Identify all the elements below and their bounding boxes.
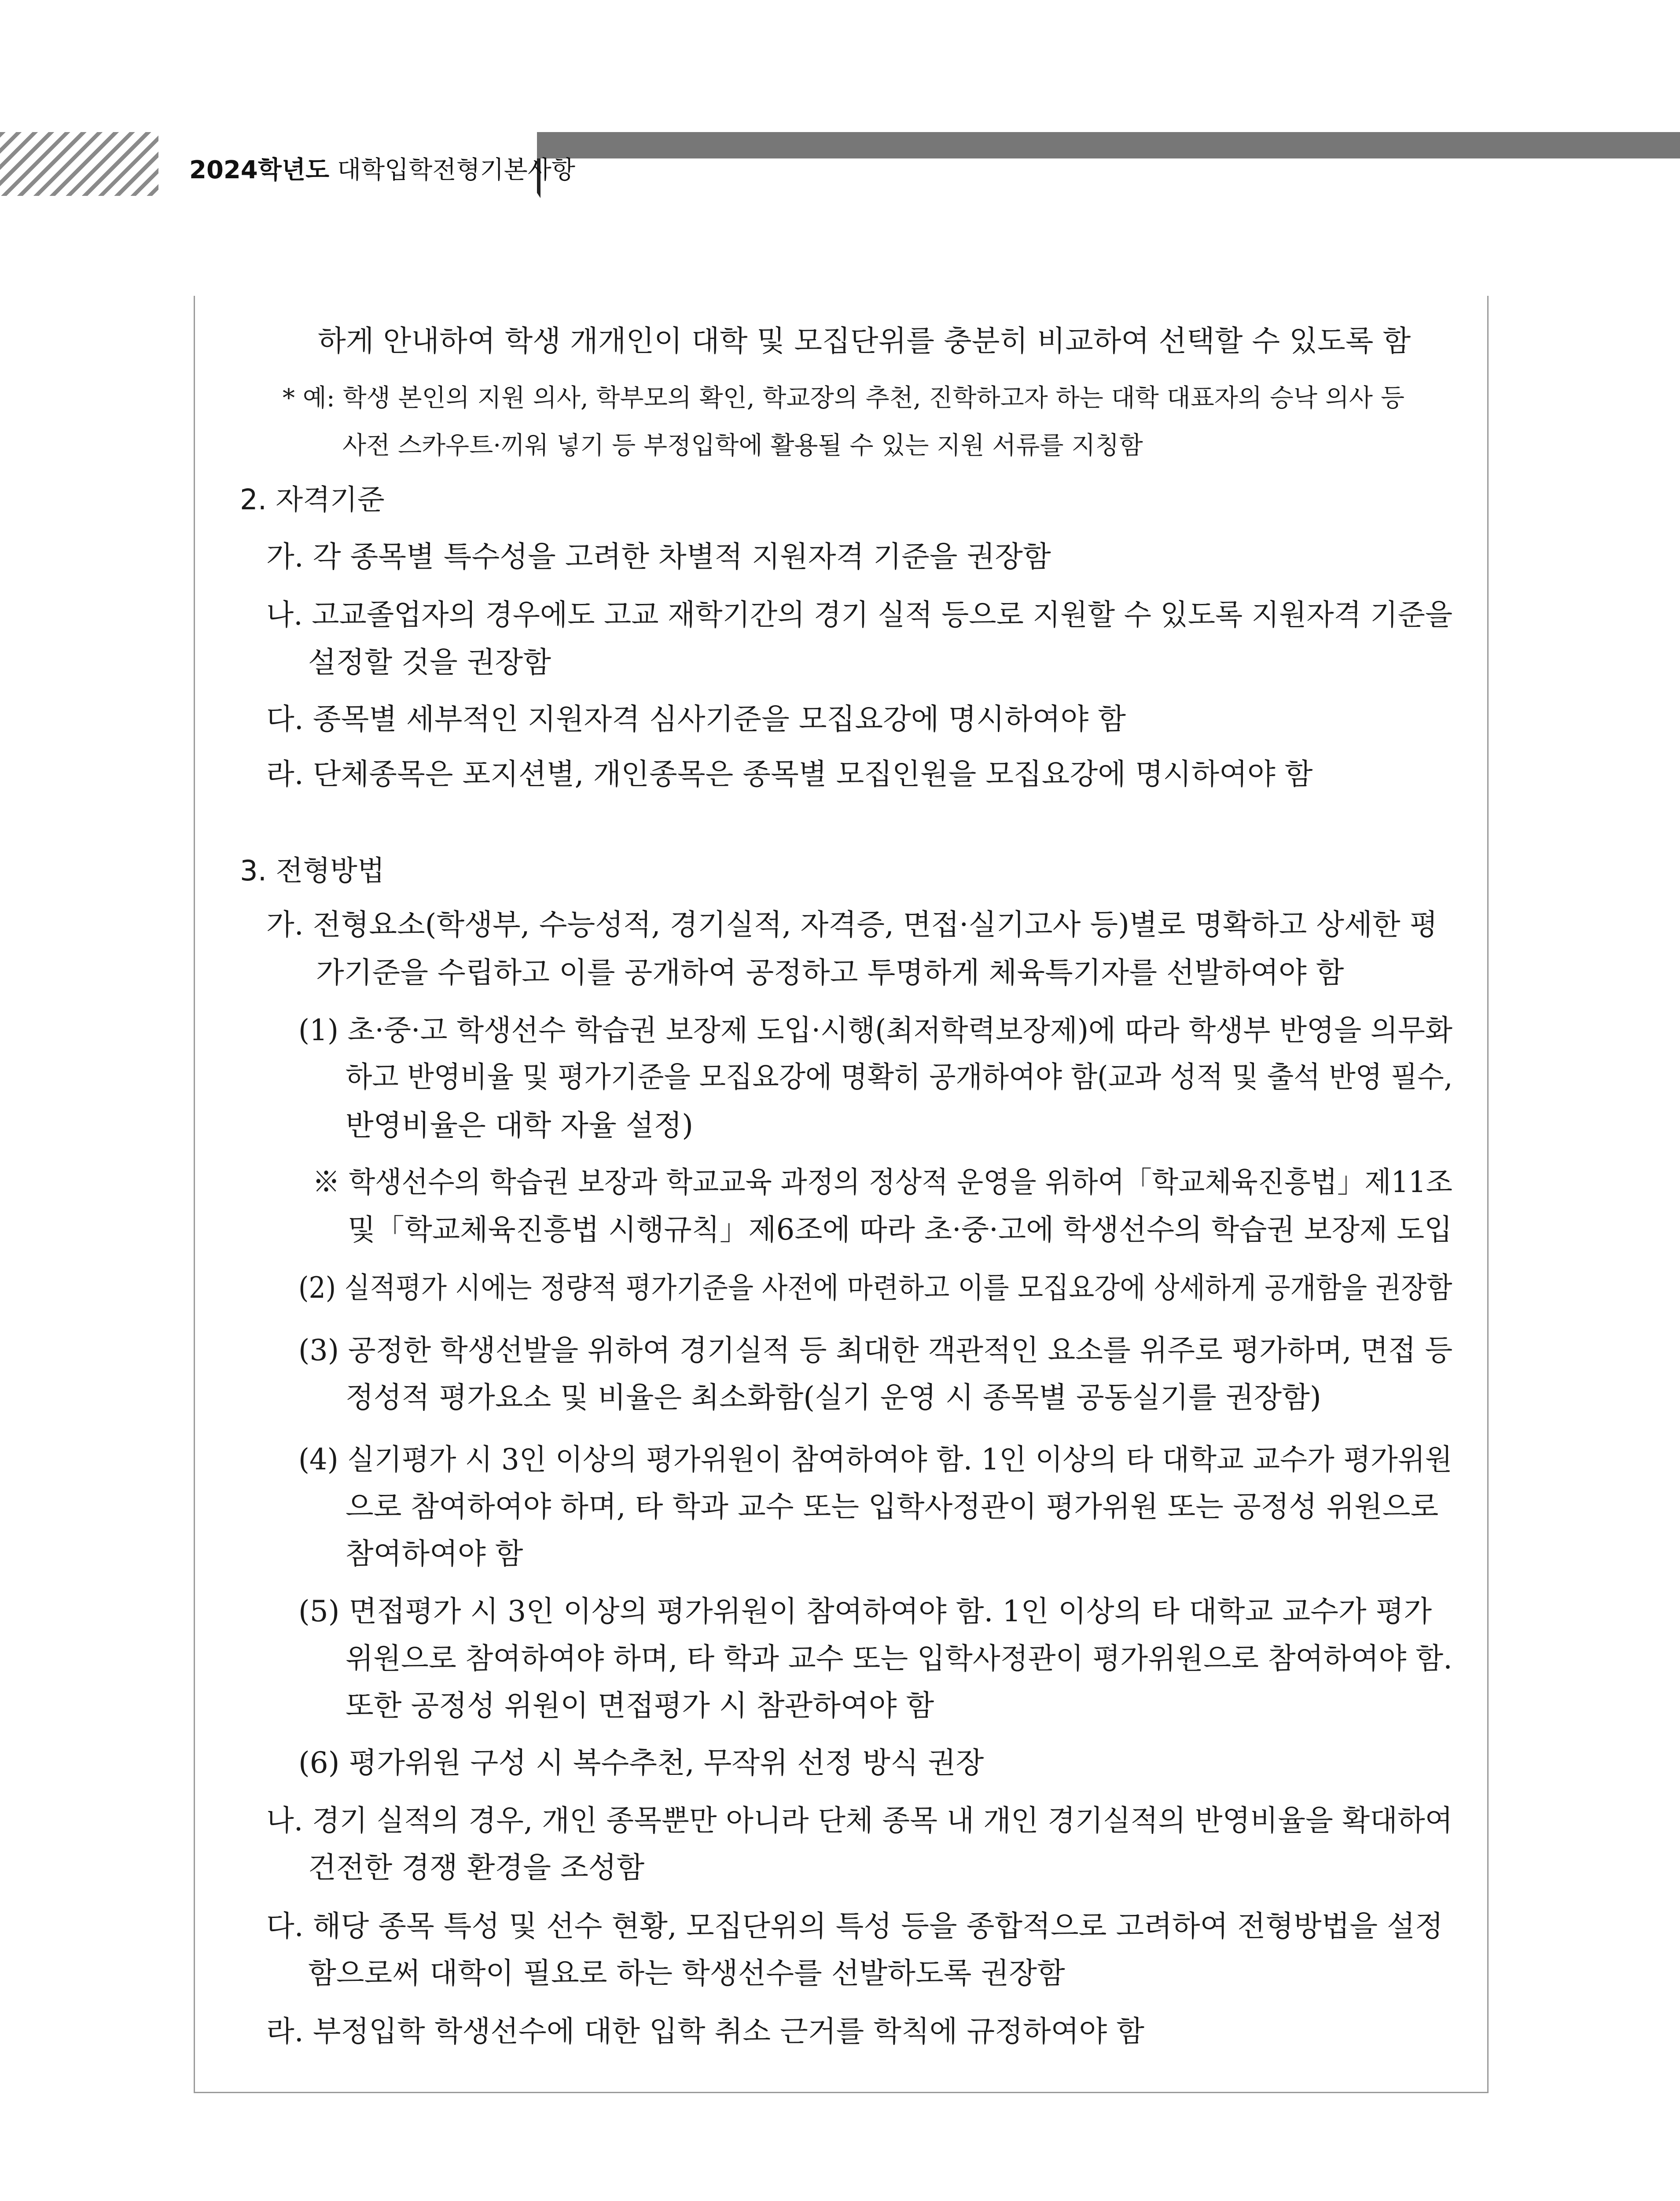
body-line: 또한 공정성 위원이 면접평가 시 참관하여야 함 bbox=[346, 1689, 934, 1723]
header-bar bbox=[530, 132, 1680, 158]
body-line: 설정할 것을 권장함 bbox=[308, 645, 551, 679]
header-year: 2024학년도 bbox=[189, 156, 330, 184]
body-line: 가. 전형요소(학생부, 수능성적, 경기실적, 자격증, 면접·실기고사 등)별로 명확하고 상세한 평 bbox=[266, 908, 1438, 942]
body-line: 라. 단체종목은 포지션별, 개인종목은 종목별 모집인원을 모집요강에 명시하여야 함 bbox=[266, 757, 1313, 791]
header-title: 대학입학전형기본사항 bbox=[337, 156, 575, 184]
body-line: 라. 부정입학 학생선수에 대한 입학 취소 근거를 학칙에 규정하여야 함 bbox=[266, 2014, 1144, 2048]
body-line: 나. 고교졸업자의 경우에도 고교 재학기간의 경기 실적 등으로 지원할 수 있도록 지원자격 기준을 bbox=[266, 598, 1453, 632]
body-line: 가. 각 종목별 특수성을 고려한 차별적 지원자격 기준을 권장함 bbox=[266, 540, 1051, 574]
body-line: 으로 참여하여야 하며, 타 학과 교수 또는 입학사정관이 평가위원 또는 공정성 위원으로 bbox=[346, 1490, 1439, 1524]
note-line: * 예: 학생 본인의 지원 의사, 학부모의 확인, 학교장의 추천, 진학하고자 하는 대학 대표자의 승낙 의사 등 bbox=[283, 384, 1404, 412]
body-line: 및「학교체육진흥법 시행규칙」제6조에 따라 초·중·고에 학생선수의 학습권 보장제 도입 bbox=[348, 1213, 1452, 1247]
body-line: (1) 초·중·고 학생선수 학습권 보장제 도입·시행(최저학력보장제)에 따라 학생부 반영을 의무화 bbox=[298, 1013, 1452, 1047]
body-line: 참여하여야 함 bbox=[346, 1537, 523, 1571]
body-line: 정성적 평가요소 및 비율은 최소화함(실기 운영 시 종목별 공동실기를 권장함) bbox=[346, 1380, 1321, 1414]
body-line: 다. 종목별 세부적인 지원자격 심사기준을 모집요강에 명시하여야 함 bbox=[266, 702, 1126, 736]
body-line: 하고 반영비율 및 평가기준을 모집요강에 명확히 공개하여야 함(교과 성적 및 출석 반영 필수, bbox=[346, 1060, 1453, 1094]
body-line: 함으로써 대학이 필요로 하는 학생선수를 선발하도록 권장함 bbox=[308, 1956, 1065, 1990]
body-line: 건전한 경쟁 환경을 조성함 bbox=[308, 1851, 645, 1884]
section-heading: 3. 전형방법 bbox=[240, 855, 385, 887]
body-line: (6) 평가위원 구성 시 복수추천, 무작위 선정 방식 권장 bbox=[298, 1746, 984, 1780]
body-line: 위원으로 참여하여야 하며, 타 학과 교수 또는 입학사정관이 평가위원으로 참여하여야 함. bbox=[346, 1642, 1452, 1675]
body-line: (2) 실적평가 시에는 정량적 평가기준을 사전에 마련하고 이를 모집요강에 상세하게 공개함을 권장함 bbox=[298, 1271, 1452, 1305]
body-line: (3) 공정한 학생선발을 위하여 경기실적 등 최대한 객관적인 요소를 위주로 평가하며, 면접 등 bbox=[298, 1333, 1453, 1367]
body-line: (4) 실기평가 시 3인 이상의 평가위원이 참여하여야 함. 1인 이상의 타 대학교 교수가 평가위원 bbox=[298, 1443, 1452, 1476]
note-line: 사전 스카우트·끼워 넣기 등 부정입학에 활용될 수 있는 지원 서류를 지칭함 bbox=[342, 431, 1143, 460]
body-line: 다. 해당 종목 특성 및 선수 현황, 모집단위의 특성 등을 종합적으로 고려하여 전형방법을 설정 bbox=[266, 1909, 1443, 1943]
body-line: (5) 면접평가 시 3인 이상의 평가위원이 참여하여야 함. 1인 이상의 타 대학교 교수가 평가 bbox=[298, 1594, 1432, 1628]
body-line: ※ 학생선수의 학습권 보장과 학교교육 과정의 정상적 운영을 위하여「학교체육진흥법」제11조 bbox=[312, 1165, 1452, 1199]
body-line: 반영비율은 대학 자율 설정) bbox=[346, 1108, 694, 1142]
running-header bbox=[189, 151, 575, 186]
section-heading: 2. 자격기준 bbox=[240, 484, 385, 516]
body-line: 나. 경기 실적의 경우, 개인 종목뿐만 아니라 단체 종목 내 개인 경기실적의 반영비율을 확대하여 bbox=[266, 1803, 1453, 1837]
body-line: 가기준을 수립하고 이를 공개하여 공정하고 투명하게 체육특기자를 선발하여야 함 bbox=[316, 956, 1344, 990]
body-line: 하게 안내하여 학생 개개인이 대학 및 모집단위를 충분히 비교하여 선택할 수 있도록 함 bbox=[318, 324, 1411, 358]
header-stripe-decoration bbox=[0, 132, 185, 196]
